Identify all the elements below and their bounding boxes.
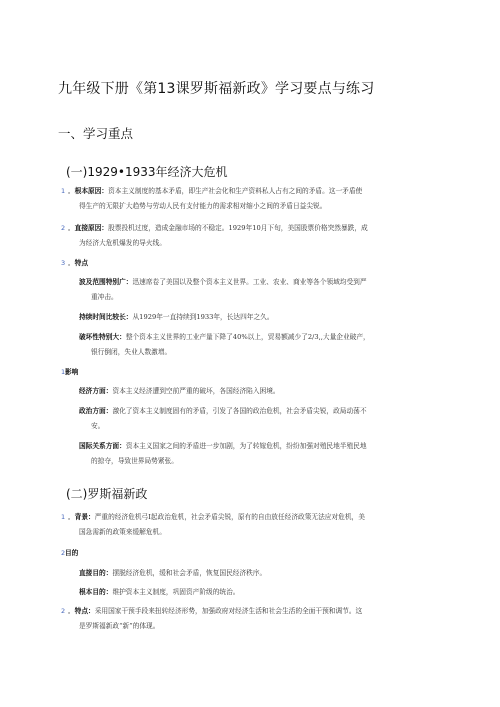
part1-item2-number: 2 xyxy=(61,224,66,232)
part1-item1-line2: 得生产的无限扩大趋势与劳动人民有支付能力的需求相对缩小之间的矛盾日益尖锐。 xyxy=(79,202,327,210)
part1-item2-line1: ．直接原因：股票投机过度，造成金融市场的不稳定。1929年10月下旬，美国股票价格突然暴跌，成 xyxy=(68,224,368,232)
goal2-line1: 根本目的：维护资本主义制度，巩固资产阶级的统治。 xyxy=(79,588,240,596)
part1-item3-label: ．特点 xyxy=(68,259,89,267)
part1-item3-number: 3 xyxy=(61,259,66,267)
feature2-line1: 持续时间比较长：从1929年一直持续到1933年，长达四年之久。 xyxy=(79,313,274,321)
feature3-line2: 银行倒闭，失业人数激增。 xyxy=(91,348,172,356)
impact3-line1: 国际关系方面：资本主义国家之间的矛盾进一步加剧，为了转嫁危机，纷纷加强对殖民地半殖民地 xyxy=(79,442,367,450)
impact1-line1: 经济方面：资本主义经济遭到空前严重的破坏，各国经济陷入困境。 xyxy=(79,387,280,395)
part1-item4-number: 1 xyxy=(61,368,66,376)
part2-item3-line2: 是罗斯福新政“新”的体现。 xyxy=(79,622,160,630)
feature1-line1: 波及范围特别广：迅速席卷了美国以及整个资本主义世界。工业、农业、商业等各个领域均受到严 xyxy=(79,278,367,286)
section-heading: 一、学习重点 xyxy=(58,126,134,141)
feature3-line1: 破坏性特别大：整个资本主义世界的工业产量下降了40%以上，贸易额减少了2/3,,大量企业破产， xyxy=(79,333,370,341)
part1-item1-number: 1 xyxy=(61,187,66,195)
part2-item1-line1: ．背景：严重的经济危机弓I起政治危机，社会矛盾尖锐，原有的自由放任经济政策无法应对危机，美 xyxy=(68,513,365,521)
impact2-line1: 政治方面：激化了资本主义制度固有的矛盾，引发了各国的政治危机，社会矛盾尖锐，政局动荡不 xyxy=(79,407,367,415)
part2-item3-number: 2 xyxy=(61,607,66,615)
feature1-line2: 重冲击。 xyxy=(91,293,118,301)
document-title: 九年级下册《第13课罗斯福新政》学习要点与练习 xyxy=(58,81,375,97)
part1-heading: (一)1929•1933年经济大危机 xyxy=(66,165,228,179)
part2-heading: (二)罗斯福新政 xyxy=(66,487,148,501)
part1-item2-line2: 为经济大危机爆发的导火线。 xyxy=(79,239,166,247)
part2-item1-number: 1 xyxy=(61,513,66,521)
part1-item4-label: 影响 xyxy=(65,368,79,376)
goal1-line1: 直接目的：摆脱经济危机，缓和社会矛盾，恢复国民经济秩序。 xyxy=(79,569,267,577)
impact2-line2: 安。 xyxy=(91,422,105,430)
part1-item1-line1: ．根本原因：资本主义制度的基本矛盾，即生产社会化和生产资料私人占有之间的矛盾。这一矛盾使 xyxy=(68,187,363,195)
part2-item3-line1: ．特点：采用国家干预手段来扭转经济形势，加强政府对经济生活和社会生活的全面干预和调节。这 xyxy=(68,607,363,615)
part2-item2-number: 2 xyxy=(61,549,66,557)
part2-item2-label: 目的 xyxy=(65,549,79,557)
part2-item1-line2: 国急需新的政策来缓解危机。 xyxy=(79,528,166,536)
impact3-line2: 的掠夺，导致世界局势紧张。 xyxy=(91,457,178,465)
